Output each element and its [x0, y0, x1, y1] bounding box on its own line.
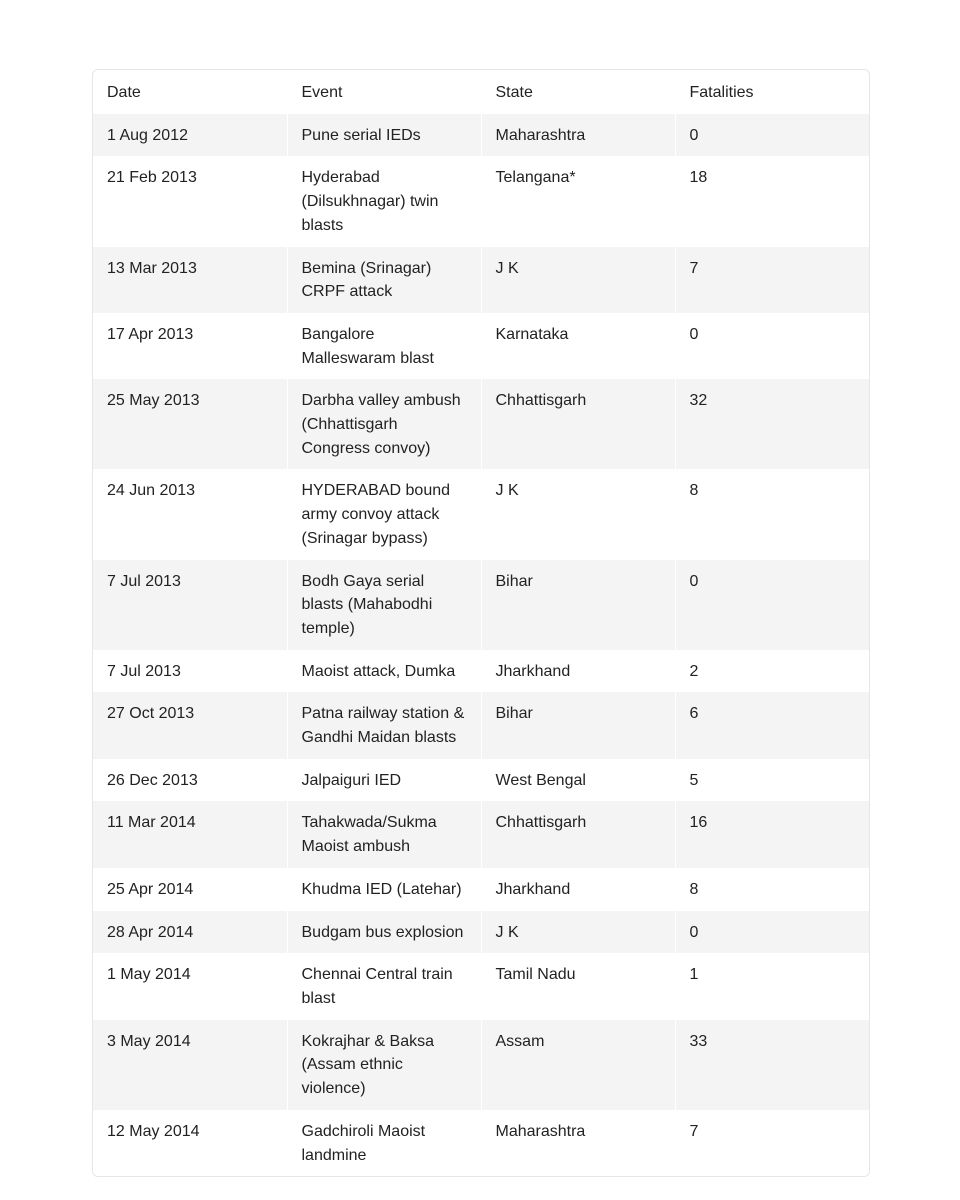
cell-event: Darbha valley ambush (Chhattisgarh Congress convoy)	[287, 379, 481, 469]
cell-date: 1 Aug 2012	[93, 114, 287, 157]
cell-date: 17 Apr 2013	[93, 313, 287, 379]
cell-state: J K	[481, 911, 675, 954]
cell-fatalities: 0	[675, 313, 869, 379]
incidents-table-card	[92, 69, 870, 1177]
cell-date: 24 Jun 2013	[93, 469, 287, 559]
table-row	[93, 650, 869, 693]
cell-state: Bihar	[481, 692, 675, 758]
cell-event: Bemina (Srinagar) CRPF attack	[287, 247, 481, 313]
cell-date: 7 Jul 2013	[93, 650, 287, 693]
cell-date: 7 Jul 2013	[93, 560, 287, 650]
cell-date: 27 Oct 2013	[93, 692, 287, 758]
cell-date: 26 Dec 2013	[93, 759, 287, 802]
cell-event: Bangalore Malleswaram blast	[287, 313, 481, 379]
table-row	[93, 953, 869, 1019]
cell-fatalities: 7	[675, 1110, 869, 1176]
header-state: State	[481, 70, 675, 114]
table-row	[93, 1020, 869, 1110]
cell-event: Khudma IED (Latehar)	[287, 868, 481, 911]
cell-date: 11 Mar 2014	[93, 801, 287, 867]
cell-fatalities: 1	[675, 953, 869, 1019]
table-body	[93, 114, 869, 1177]
cell-state: Maharashtra	[481, 114, 675, 157]
cell-state: Chhattisgarh	[481, 379, 675, 469]
cell-state: Karnataka	[481, 313, 675, 379]
cell-state: Telangana*	[481, 156, 675, 246]
cell-fatalities: 0	[675, 114, 869, 157]
header-fatalities: Fatalities	[675, 70, 869, 114]
table-row	[93, 911, 869, 954]
cell-event: Tahakwada/Sukma Maoist ambush	[287, 801, 481, 867]
cell-state: J K	[481, 247, 675, 313]
table-row	[93, 313, 869, 379]
cell-event: Bodh Gaya serial blasts (Mahabodhi temple)	[287, 560, 481, 650]
cell-fatalities: 0	[675, 560, 869, 650]
cell-date: 28 Apr 2014	[93, 911, 287, 954]
cell-state: J K	[481, 469, 675, 559]
table-row	[93, 156, 869, 246]
cell-fatalities: 8	[675, 469, 869, 559]
cell-state: Chhattisgarh	[481, 801, 675, 867]
cell-event: Chennai Central train blast	[287, 953, 481, 1019]
table-row	[93, 469, 869, 559]
cell-state: Bihar	[481, 560, 675, 650]
cell-event: Jalpaiguri IED	[287, 759, 481, 802]
cell-event: Maoist attack, Dumka	[287, 650, 481, 693]
cell-state: Tamil Nadu	[481, 953, 675, 1019]
cell-event: HYDERABAD bound army convoy attack (Srinagar bypass)	[287, 469, 481, 559]
table-row	[93, 868, 869, 911]
incidents-table	[93, 70, 869, 1176]
cell-fatalities: 0	[675, 911, 869, 954]
cell-event: Kokrajhar & Baksa (Assam ethnic violence)	[287, 1020, 481, 1110]
cell-fatalities: 33	[675, 1020, 869, 1110]
cell-fatalities: 6	[675, 692, 869, 758]
cell-event: Gadchiroli Maoist landmine	[287, 1110, 481, 1176]
cell-date: 3 May 2014	[93, 1020, 287, 1110]
header-event: Event	[287, 70, 481, 114]
cell-state: Maharashtra	[481, 1110, 675, 1176]
table-row	[93, 560, 869, 650]
cell-state: Jharkhand	[481, 650, 675, 693]
cell-state: Assam	[481, 1020, 675, 1110]
table-row	[93, 247, 869, 313]
cell-event: Budgam bus explosion	[287, 911, 481, 954]
table-row	[93, 692, 869, 758]
cell-fatalities: 18	[675, 156, 869, 246]
cell-fatalities: 32	[675, 379, 869, 469]
cell-state: West Bengal	[481, 759, 675, 802]
cell-date: 12 May 2014	[93, 1110, 287, 1176]
cell-state: Jharkhand	[481, 868, 675, 911]
cell-fatalities: 5	[675, 759, 869, 802]
table-row	[93, 801, 869, 867]
table-row	[93, 114, 869, 157]
table-row	[93, 379, 869, 469]
cell-fatalities: 7	[675, 247, 869, 313]
table-row	[93, 1110, 869, 1176]
cell-date: 13 Mar 2013	[93, 247, 287, 313]
cell-date: 1 May 2014	[93, 953, 287, 1019]
cell-event: Patna railway station & Gandhi Maidan blasts	[287, 692, 481, 758]
table-row	[93, 759, 869, 802]
table-header-row	[93, 70, 869, 114]
cell-event: Hyderabad (Dilsukhnagar) twin blasts	[287, 156, 481, 246]
cell-date: 21 Feb 2013	[93, 156, 287, 246]
cell-event: Pune serial IEDs	[287, 114, 481, 157]
cell-fatalities: 8	[675, 868, 869, 911]
header-date: Date	[107, 84, 141, 101]
cell-fatalities: 2	[675, 650, 869, 693]
cell-fatalities: 16	[675, 801, 869, 867]
cell-date: 25 May 2013	[93, 379, 287, 469]
cell-date: 25 Apr 2014	[93, 868, 287, 911]
